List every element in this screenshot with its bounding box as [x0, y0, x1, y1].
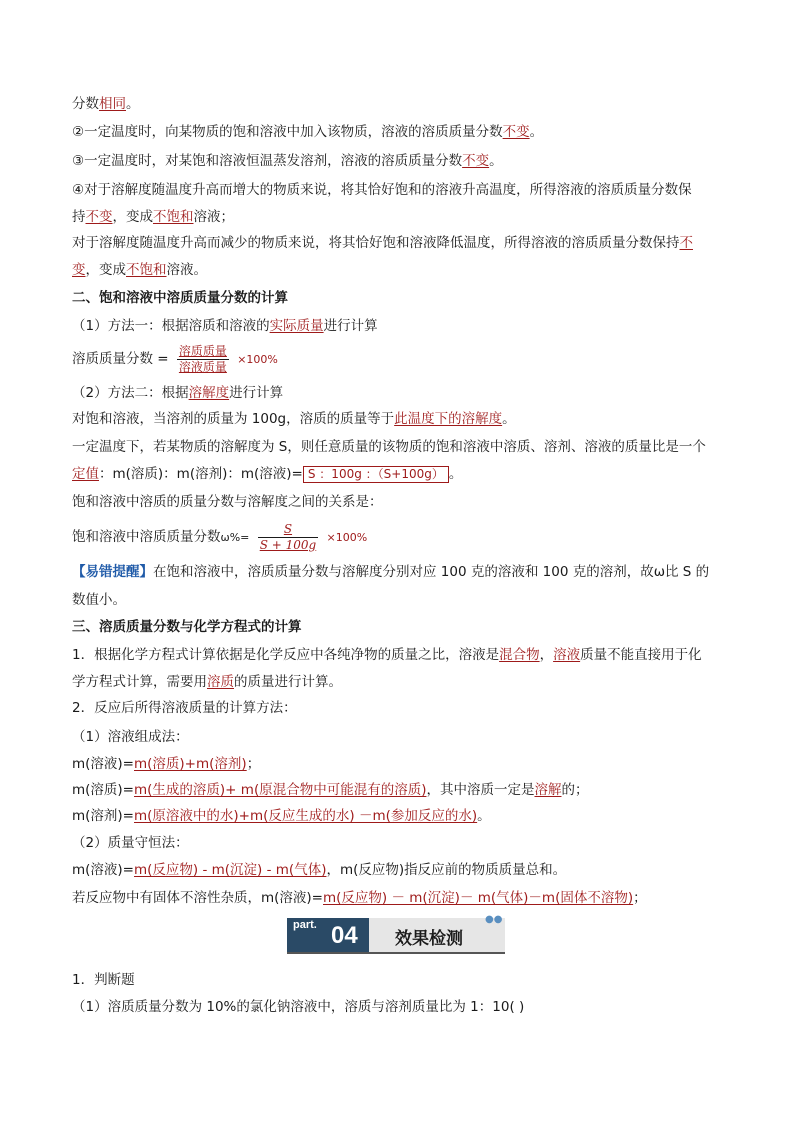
equation-line: m(溶质)=m(生成的溶质)+ m(原混合物中可能混有的溶质)，其中溶质一定是溶解的；: [72, 782, 589, 798]
text-line: （1）方法一：根据溶质和溶液的实际质量进行计算: [72, 318, 378, 334]
answer: 不变: [502, 124, 530, 140]
answer: 此温度下的溶解度: [394, 411, 503, 427]
answer: 不变: [462, 153, 490, 169]
answer: 溶液: [553, 647, 581, 663]
equation-line: m(溶剂)=m(原溶液中的水)+m(反应生成的水) －m(参加反应的水)。: [72, 808, 491, 824]
answer: m(原溶液中的水)+m(反应生成的水) －m(参加反应的水): [134, 808, 478, 824]
question-heading: 1．判断题: [72, 972, 135, 988]
answer: 变: [72, 262, 86, 278]
text-line: 定值：m(溶质)：m(溶剂)：m(溶液)= S ：100g ：（S+100g） 。: [72, 466, 463, 482]
banner-title: 效果检测: [395, 929, 463, 949]
answer: m(反应物) - m(沉淀) - m(气体): [134, 862, 327, 878]
answer: 不: [679, 235, 693, 251]
section-banner: [287, 914, 507, 958]
text-line: ②一定温度时，向某物质的饱和溶液中加入该物质，溶液的溶质质量分数不变。: [72, 124, 544, 140]
answer: 不变: [85, 209, 113, 225]
answer: 相同: [99, 96, 126, 112]
fraction: $\frac{S}{S + 100g}$: [259, 521, 317, 552]
text-line: 2．反应后所得溶液质量的计算方法：: [72, 700, 297, 716]
answer: m(生成的溶质)+ m(原混合物中可能混有的溶质): [134, 782, 427, 798]
answer: m(溶质)+m(溶剂): [134, 756, 247, 772]
answer: 溶解: [534, 782, 562, 798]
answer: 溶解度: [188, 385, 230, 401]
answer: 混合物: [499, 647, 540, 663]
text-line: 数值小。: [72, 592, 126, 608]
banner-part: part.: [293, 919, 317, 931]
answer: 定值: [72, 466, 99, 482]
text-line: 饱和溶液中溶质的质量分数与溶解度之间的关系是：: [72, 494, 383, 510]
tip-line: 【易错提醒】在饱和溶液中，溶质质量分数与溶解度分别对应 100 克的溶液和 100 克的溶剂，故ω比 S 的: [72, 564, 710, 580]
text-line: 持不变，变成不饱和溶液；: [72, 209, 234, 225]
formula-saturated: 饱和溶液中溶质质量分数ω%= $\frac{S}{S + 100g}$ ×100%: [72, 521, 368, 552]
answer: 实际质量: [269, 318, 324, 334]
answer: 不饱和: [153, 209, 194, 225]
section-heading: 二、饱和溶液中溶质质量分数的计算: [72, 290, 288, 306]
text-line: 一定温度下，若某物质的溶解度为 S，则任意质量的该物质的饱和溶液中溶质、溶剂、溶液的质量比是一个: [72, 439, 706, 455]
text-line: ③一定温度时，对某饱和溶液恒温蒸发溶剂，溶液的溶质质量分数不变。: [72, 153, 503, 169]
text-line: 学方程式计算，需要用溶质的质量进行计算。: [72, 674, 342, 690]
answer-box: S ：100g ：（S+100g）: [303, 466, 449, 483]
text-line: 变，变成不饱和溶液。: [72, 262, 207, 278]
text-line: 分数相同。: [72, 96, 140, 112]
formula-mass-fraction: 溶质质量分数 = $\frac{\text{溶质质量}}{\text{溶液质量}}$ ×100%: [72, 343, 278, 374]
text-line: （1）溶液组成法：: [72, 729, 189, 745]
droplet-icon: ●●: [485, 914, 503, 925]
fraction: $\frac{\text{溶质质量}}{\text{溶液质量}}$: [178, 343, 227, 374]
text-line: （2）方法二：根据溶解度进行计算: [72, 385, 284, 401]
text-line: 对饱和溶液，当溶剂的质量为 100g，溶质的质量等于此温度下的溶解度。: [72, 411, 516, 427]
equation-line: m(溶液)=m(溶质)+m(溶剂)；: [72, 756, 261, 772]
text-line: 1．根据化学方程式计算依据是化学反应中各纯净物的质量之比，溶液是混合物，溶液质量不能直接用于化: [72, 647, 702, 663]
question-item: （1）溶质质量分数为 10%的氯化钠溶液中，溶质与溶剂质量比为 1：10( ): [72, 999, 525, 1015]
text-line: 对于溶解度随温度升高而减少的物质来说，将其恰好饱和溶液降低温度，所得溶液的溶质质量分数保持不: [72, 235, 693, 251]
banner-number: 04: [331, 922, 358, 949]
equation-line: m(溶液)=m(反应物) - m(沉淀) - m(气体)，m(反应物)指反应前的物质质量总和。: [72, 862, 567, 878]
answer: 溶质: [207, 674, 234, 690]
tip-label: 【易错提醒】: [72, 564, 153, 580]
text-line: （2）质量守恒法：: [72, 835, 189, 851]
answer: m(反应物) － m(沉淀)－ m(气体)－m(固体不溶物): [323, 890, 634, 906]
answer: 不饱和: [126, 262, 167, 278]
section-heading: 三、溶质质量分数与化学方程式的计算: [72, 619, 302, 635]
equation-line: 若反应物中有固体不溶性杂质，m(溶液)=m(反应物) － m(沉淀)－ m(气体)－m(固体不溶物)；: [72, 890, 647, 906]
text-line: ④对于溶解度随温度升高而增大的物质来说，将其恰好饱和的溶液升高温度，所得溶液的溶质质量分数保: [72, 182, 692, 198]
